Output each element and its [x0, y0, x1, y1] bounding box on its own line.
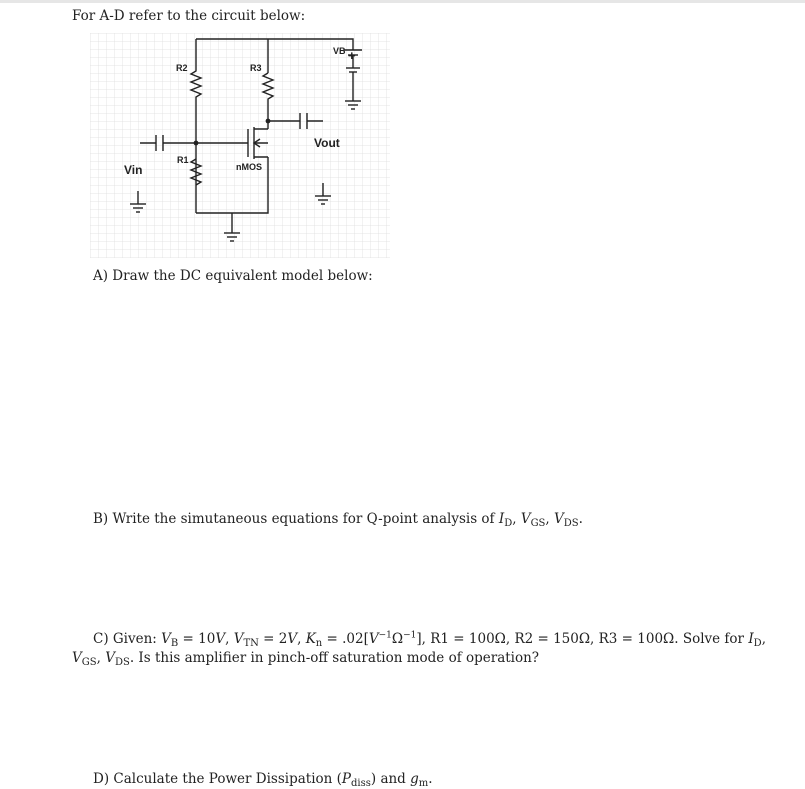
question-c-line1: C) Given: $V_B = 10V$, $V_{TN} = 2V$, $K_n = .02[V^{-1}\Omega^{-1}]$, R1 = 100Ω, R2 = 150Ω, R3 = 100Ω. Solve for $I_D$,: [93, 630, 766, 649]
question-a: A) Draw the DC equivalent model below:: [93, 268, 373, 284]
top-border: [0, 0, 805, 3]
r1-label: R1: [177, 155, 189, 165]
vin-label: Vin: [124, 163, 143, 177]
input-junction-dot: [194, 141, 199, 146]
circuit-diagram: [90, 33, 390, 258]
grid-background: [90, 33, 390, 258]
question-d: D) Calculate the Power Dissipation $(P_{diss})$ and $g_m$.: [93, 771, 433, 789]
nmos-label: nMOS: [236, 162, 262, 172]
output-junction-dot: [266, 119, 271, 124]
vb-label: VB: [333, 46, 346, 56]
question-b: B) Write the simutaneous equations for Q-point analysis of $I_D$, $V_{GS}$, $V_{DS}$.: [93, 511, 583, 529]
intro-text: For A-D refer to the circuit below:: [72, 8, 306, 24]
vout-label: Vout: [314, 136, 340, 150]
r2-label: R2: [176, 63, 188, 73]
r3-label: R3: [250, 63, 262, 73]
vb-plus-label: +: [348, 48, 356, 63]
question-c-line2: $V_{GS}$, $V_{DS}$. Is this amplifier in pinch-off saturation mode of operation?: [72, 650, 540, 668]
